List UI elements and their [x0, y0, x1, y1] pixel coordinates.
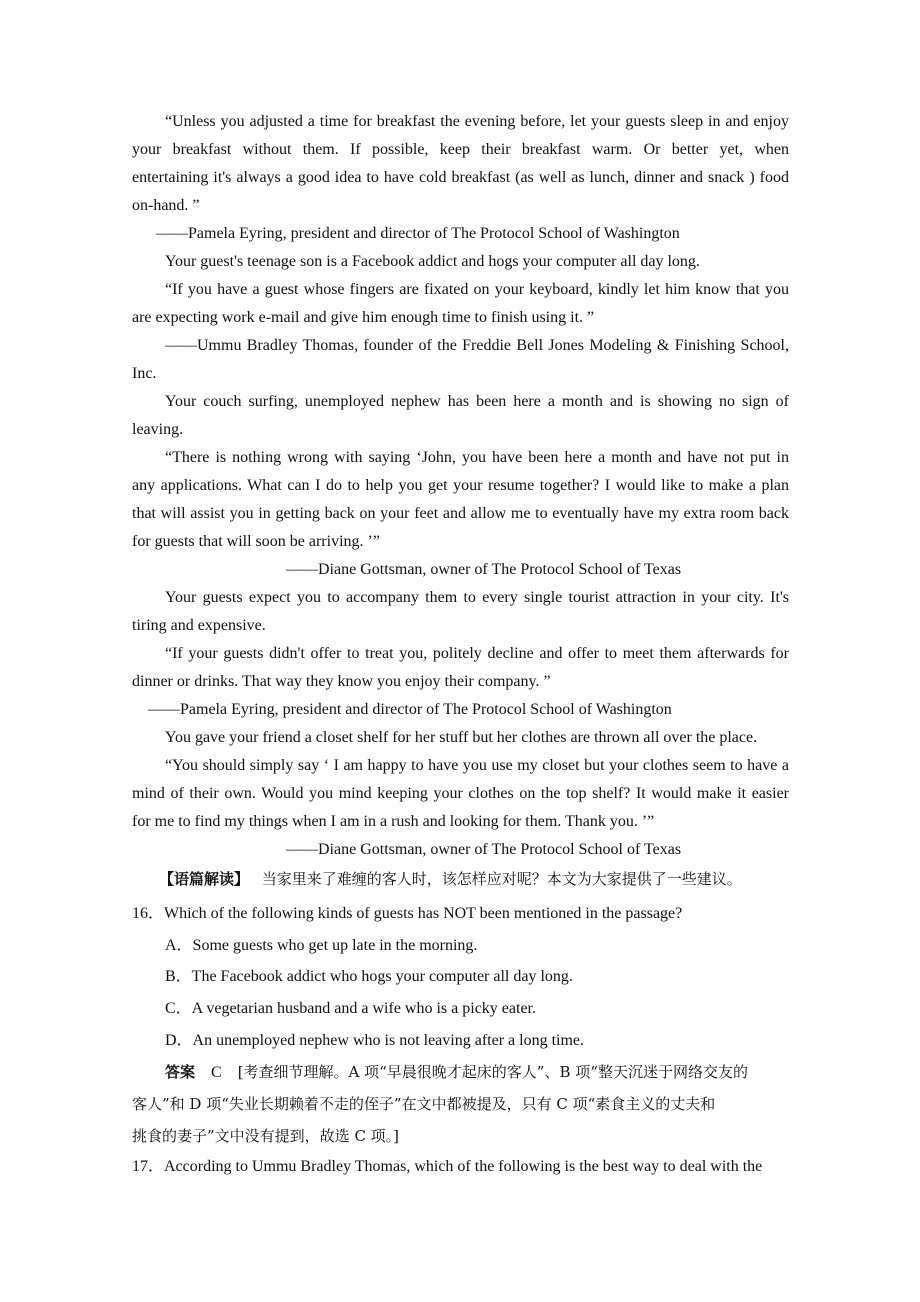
quote-attribution: ——Pamela Eyring, president and director of The Protocol School of Washington — [156, 225, 680, 242]
quote-attribution: ——Diane Gottsman, owner of The Protocol School of Texas — [286, 841, 682, 858]
option-d: D．An unemployed nephew who is not leaving after a long time. — [165, 1032, 585, 1049]
quote-attribution: ——Diane Gottsman, owner of The Protocol School of Texas — [286, 561, 682, 578]
quote-attribution: Inc. — [132, 365, 157, 382]
scenario-line: Your guests expect you to accompany them to every single tourist attraction in your city. It's — [165, 589, 789, 606]
question-16-stem: 16．Which of the following kinds of guests has NOT been mentioned in the passage? — [132, 905, 683, 922]
passage-line: on-hand. ” — [132, 197, 200, 214]
analysis-text: 当家里来了难缠的客人时，该怎样应对呢？本文为大家提供了一些建议。 — [261, 870, 742, 888]
answer-explanation: [考查细节理解。A 项“早晨很晚才起床的客人”、B 项“整天沉迷于网络交友的 — [237, 1063, 748, 1081]
passage-line: any applications. What can I do to help you get your resume together? I would like to make a plan — [132, 477, 789, 494]
passage-line: “If your guests didn't offer to treat you, politely decline and offer to meet them afterwards for — [165, 645, 789, 662]
passage-line: “There is nothing wrong with saying ‘John, you have been here a month and have not put in — [165, 449, 789, 466]
passage-line: “If you have a guest whose fingers are fixated on your keyboard, kindly let him know that you — [165, 281, 789, 298]
scenario-line: You gave your friend a closet shelf for her stuff but her clothes are thrown all over the place. — [165, 729, 758, 746]
option-b: B．The Facebook addict who hogs your computer all day long. — [165, 968, 573, 985]
passage-line: for me to find my things when I am in a rush and looking for them. Thank you. ’” — [132, 813, 655, 830]
answer-explanation: 挑食的妻子”文中没有提到，故选 C 项。] — [132, 1127, 400, 1145]
passage-line: “You should simply say ‘ I am happy to have you use my closet but your clothes seem to have a — [165, 757, 789, 774]
passage-line: dinner or drinks. That way they know you enjoy their company. ” — [132, 673, 551, 690]
scenario-line: Your couch surfing, unemployed nephew has been here a month and is showing no sign of — [165, 393, 789, 410]
passage-analysis — [159, 869, 742, 889]
passage-line: are expecting work e-mail and give him enough time to finish using it. ” — [132, 309, 595, 326]
answer-letter: C — [211, 1064, 222, 1081]
option-c: C．A vegetarian husband and a wife who is a picky eater. — [165, 1000, 537, 1017]
answer-label: 答案 — [165, 1063, 196, 1081]
option-a: A．Some guests who get up late in the morning. — [165, 937, 478, 954]
quote-attribution: ——Ummu Bradley Thomas, founder of the Freddie Bell Jones Modeling & Finishing School, — [165, 337, 789, 354]
scenario-line: leaving. — [132, 421, 184, 438]
scenario-line: Your guest's teenage son is a Facebook addict and hogs your computer all day long. — [165, 253, 700, 270]
passage-line: for guests that will soon be arriving. ’” — [132, 533, 380, 550]
passage-line: that will assist you in getting back on your feet and allow me to eventually have my extra room back — [132, 505, 789, 522]
scenario-line: tiring and expensive. — [132, 617, 266, 634]
analysis-tag: 【语篇解读】 — [159, 870, 250, 888]
passage-line: your breakfast without them. If possible, keep their breakfast warm. Or better yet, when — [132, 141, 789, 158]
passage-line: “Unless you adjusted a time for breakfast the evening before, let your guests sleep in and enjoy — [165, 113, 789, 130]
passage-line: entertaining it's always a good idea to have cold breakfast (as well as lunch, dinner and snack ) food — [132, 169, 789, 186]
question-17-stem: 17．According to Ummu Bradley Thomas, which of the following is the best way to deal with the — [132, 1158, 763, 1175]
answer-line — [165, 1062, 748, 1083]
quote-attribution: ——Pamela Eyring, president and director of The Protocol School of Washington — [148, 701, 672, 718]
passage-line: mind of their own. Would you mind keeping your clothes on the top shelf? It would make it easier — [132, 785, 789, 802]
answer-explanation: 客人”和 D 项“失业长期赖着不走的侄子”在文中都被提及，只有 C 项“素食主义的丈夫和 — [132, 1095, 716, 1113]
